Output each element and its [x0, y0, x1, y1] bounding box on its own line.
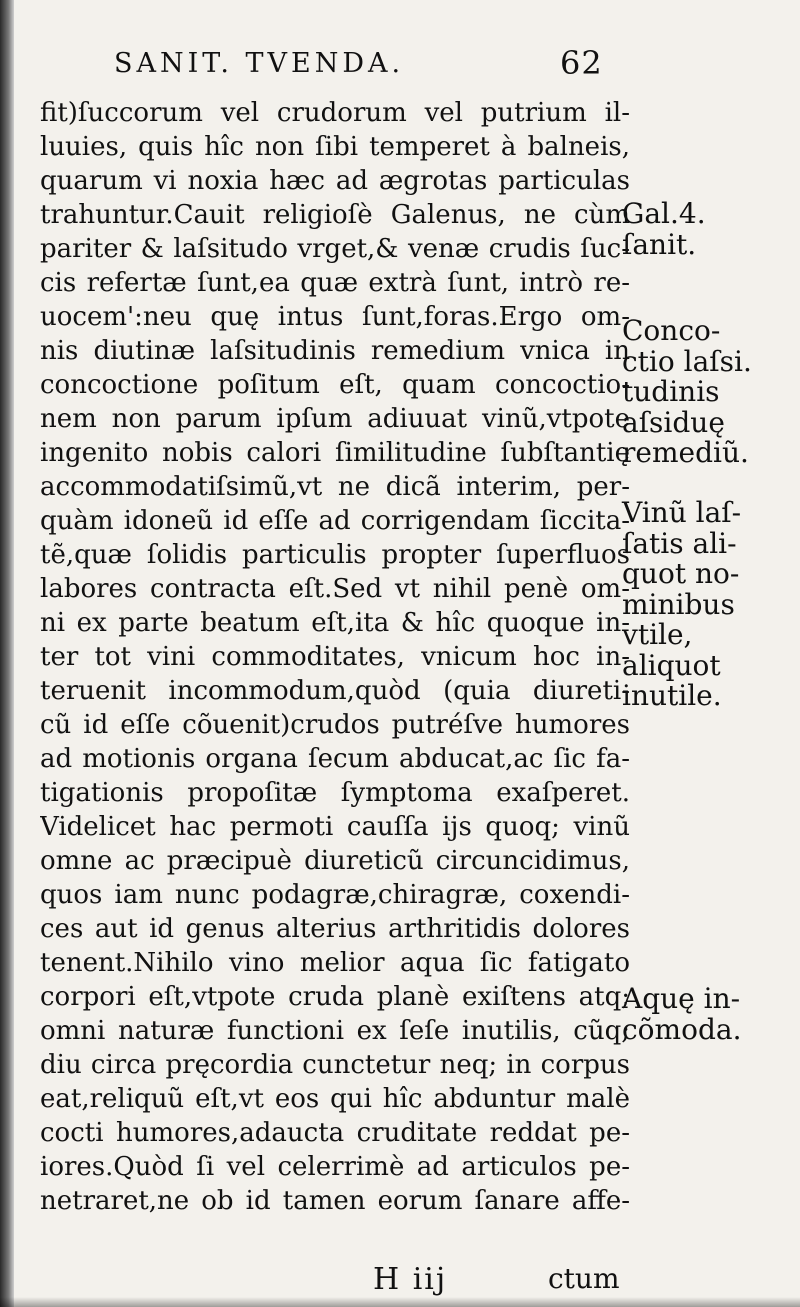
- text-line: ni ex parte beatum eſt,ita & hîc quoque in-: [40, 608, 630, 638]
- text-line: fit)ſuccorum vel crudorum vel putrium il-: [40, 98, 630, 128]
- text-line: cis refertæ ſunt,ea quæ extrà ſunt, intrò re-: [40, 268, 630, 298]
- text-line: luuies, quis hîc non ſibi temperet à balneis,: [40, 132, 630, 162]
- margin-line: tudinis: [622, 375, 720, 408]
- signature-mark: H iij: [373, 1262, 448, 1297]
- catchword: ctum: [548, 1262, 620, 1295]
- text-line: pariter & laſsitudo vrget,& venæ crudis ſuc-: [40, 234, 630, 264]
- text-line: quàm idoneũ id eſſe ad corrigendam ſiccita-: [40, 506, 630, 536]
- margin-line: aliquot: [622, 648, 721, 682]
- text-line: omne ac præcipuè diureticũ circuncidimus,: [40, 846, 630, 876]
- text-line: eat,reliquũ eſt,vt eos qui hîc abduntur malè: [40, 1084, 630, 1114]
- margin-line: ctio laſsi.: [622, 344, 752, 378]
- text-line: accommodatiſsimũ,vt ne dicã interim, per-: [40, 472, 630, 502]
- margin-line: cõmoda.: [622, 1012, 742, 1046]
- text-line: quarum vi noxia hæc ad ægrotas particulas: [40, 166, 630, 196]
- text-line: ces aut id genus alterius arthritidis dolores: [40, 914, 630, 944]
- margin-line: Vinũ laſ-: [622, 496, 742, 529]
- text-line: tigationis propoſitæ ſymptoma exaſperet.: [40, 778, 630, 808]
- margin-note-concoctio: [622, 316, 798, 469]
- text-line: ingenito nobis calori ſimilitudine ſubſtantię: [40, 438, 630, 468]
- page-number: 62: [560, 44, 603, 82]
- margin-line: remediũ.: [622, 436, 749, 469]
- text-line: netraret,ne ob id tamen eorum ſanare affe-: [40, 1186, 630, 1216]
- binding-shadow: [0, 0, 14, 1307]
- text-line: trahuntur.Cauit religioſè Galenus, ne cùm: [40, 200, 630, 230]
- text-line: teruenit incommodum,quòd (quia diureti-: [40, 676, 630, 706]
- margin-line: Aquę in-: [622, 982, 741, 1015]
- body-text: [40, 96, 630, 1218]
- text-line: ter tot vini commoditates, vnicum hoc in-: [40, 642, 630, 672]
- text-line: tẽ,quæ ſolidis particulis propter ſuperfluos: [40, 540, 630, 570]
- margin-line: vtile,: [622, 618, 693, 651]
- text-line: quos iam nunc podagræ,chiragræ, coxendi-: [40, 880, 630, 910]
- margin-line: ſanit.: [622, 227, 697, 261]
- text-line: nis diutinæ laſsitudinis remedium vnica in: [40, 336, 630, 366]
- text-line: concoctione poſitum eſt, quam concoctio-: [40, 370, 630, 400]
- text-line: labores contracta eſt.Sed vt nihil penè om-: [40, 574, 630, 604]
- running-title: SANIT. TVENDA.: [114, 48, 405, 79]
- text-line: iores.Quòd ſi vel celerrimè ad articulos pe-: [40, 1152, 630, 1182]
- margin-line: inutile.: [622, 679, 722, 712]
- running-head: [114, 44, 614, 84]
- text-line: cũ id eſſe cõuenit)crudos putréſve humores: [40, 710, 630, 740]
- margin-line: Conco-: [622, 314, 721, 347]
- margin-note-galen: [622, 199, 798, 260]
- text-line: Videlicet hac permoti cauſſa ijs quoq; vinũ: [40, 812, 630, 842]
- text-line: omni naturæ functioni ex ſeſe inutilis, cũq;: [40, 1016, 630, 1046]
- text-line: ad motionis organa ſecum abducat,ac ſic fa-: [40, 744, 630, 774]
- margin-line: aſsiduę: [622, 405, 725, 439]
- margin-note-vinum: [622, 498, 798, 712]
- margin-line: quot no-: [622, 557, 740, 590]
- margin-line: Gal.4.: [622, 197, 706, 230]
- text-line: corpori eſt,vtpote cruda planè exiſtens atq;: [40, 982, 630, 1012]
- text-line: diu circa pręcordia cunctetur neq; in corpus: [40, 1050, 630, 1080]
- text-line: tenent.Nihilo vino melior aqua ſic fatigato: [40, 948, 630, 978]
- page-bottom-shadow: [0, 1297, 800, 1307]
- text-line: nem non parum ipſum adiuuat vinũ,vtpote: [40, 404, 630, 434]
- text-line: uocem':neu quę intus ſunt,foras.Ergo om-: [40, 302, 630, 332]
- margin-note-aqua: [622, 984, 798, 1045]
- margin-line: ſatis ali-: [622, 526, 737, 560]
- text-line: cocti humores,adaucta cruditate reddat pe-: [40, 1118, 630, 1148]
- margin-line: minibus: [622, 587, 735, 621]
